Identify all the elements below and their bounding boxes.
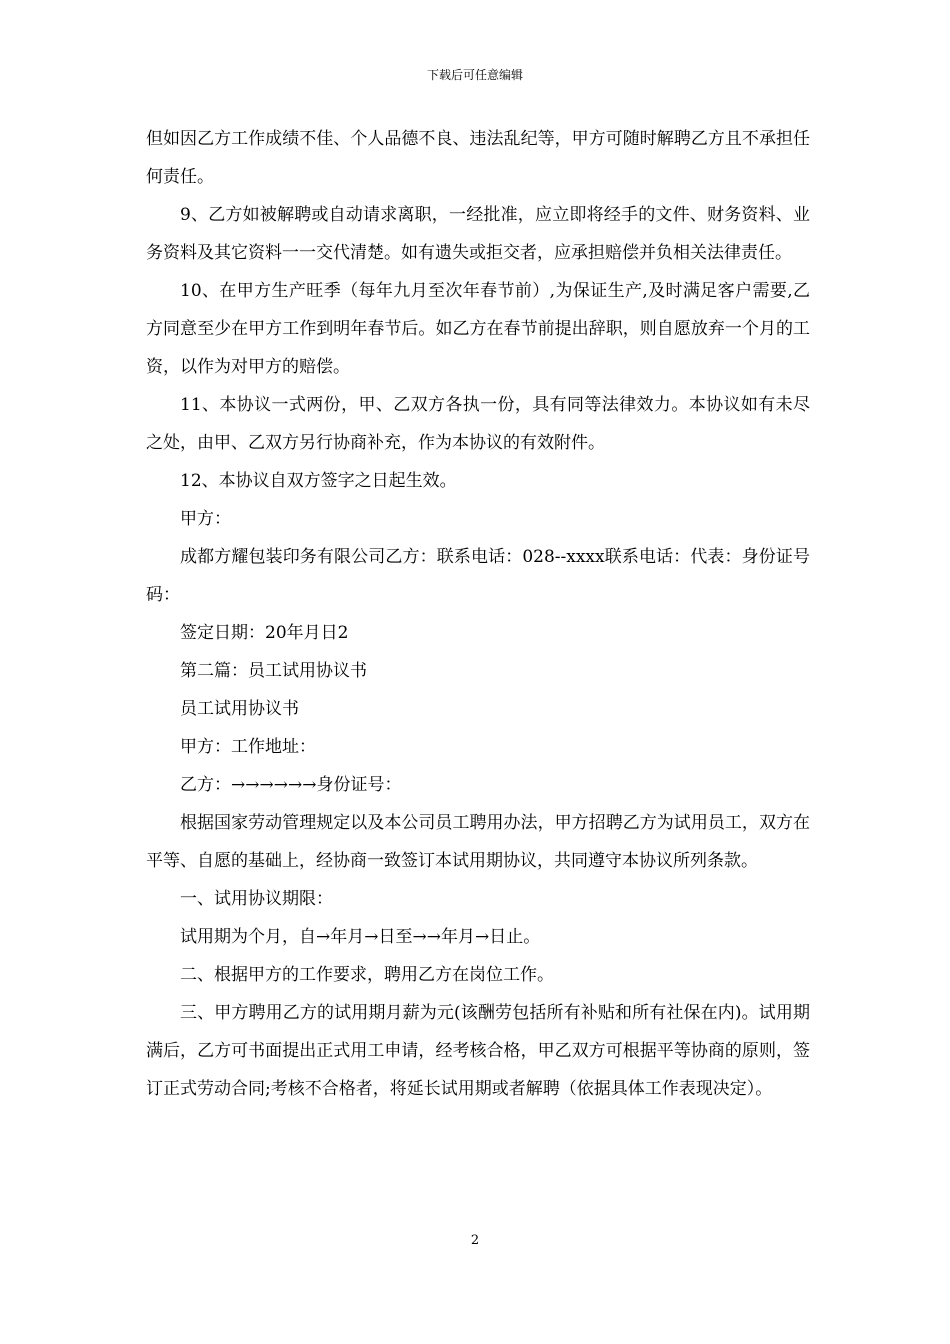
paragraph: 乙方：→→→→→→身份证号： <box>180 775 402 795</box>
paragraph: 三、甲方聘用乙方的试用期月薪为元(该酬劳包括所有补贴和所有社保在内)。试用期满后，乙方可书面提出正式用工申请，经考核合格，甲乙双方可根据平等协商的原则，签订正式劳动合同;考核不合格者，将延长试用期或者解聘（依据具体工作表现决定）。 <box>146 1003 810 1099</box>
paragraph: 10、在甲方生产旺季（每年九月至次年春节前）,为保证生产,及时满足客户需要,乙方同意至少在甲方工作到明年春节后。如乙方在春节前提出辞职，则自愿放弃一个月的工资，以作为对甲方的赔偿。 <box>146 281 810 377</box>
paragraph: 一、试用协议期限： <box>180 889 333 909</box>
paragraph: 第二篇：员工试用协议书 <box>180 661 367 681</box>
paragraph: 12、本协议自双方签字之日起生效。 <box>180 471 457 491</box>
document-body <box>146 120 810 1108</box>
paragraph: 11、本协议一式两份，甲、乙双方各执一份，具有同等法律效力。本协议如有未尽之处，由甲、乙双方另行协商补充，作为本协议的有效附件。 <box>146 395 810 453</box>
paragraph: 签定日期：20年月日2 <box>180 623 349 643</box>
paragraph: 甲方： <box>180 509 231 529</box>
paragraph: 二、根据甲方的工作要求，聘用乙方在岗位工作。 <box>180 965 554 985</box>
page-number: 2 <box>470 1233 480 1248</box>
paragraph: 但如因乙方工作成绩不佳、个人品德不良、违法乱纪等，甲方可随时解聘乙方且不承担任何责任。 <box>146 129 810 187</box>
paragraph: 成都方耀包装印务有限公司乙方：联系电话：028--xxxx联系电话：代表：身份证号码： <box>146 547 810 605</box>
paragraph: 9、乙方如被解聘或自动请求离职，一经批准，应立即将经手的文件、财务资料、业务资料及其它资料一一交代清楚。如有遗失或拒交者，应承担赔偿并负相关法律责任。 <box>146 205 810 263</box>
paragraph: 试用期为个月，自→年月→日至→→年月→日止。 <box>180 927 541 947</box>
page-header: 下载后可任意编辑 <box>426 68 523 82</box>
paragraph: 根据国家劳动管理规定以及本公司员工聘用办法，甲方招聘乙方为试用员工，双方在平等、自愿的基础上，经协商一致签订本试用期协议，共同遵守本协议所列条款。 <box>146 813 810 871</box>
paragraph: 员工试用协议书 <box>180 699 299 719</box>
paragraph: 甲方：工作地址： <box>180 737 316 757</box>
